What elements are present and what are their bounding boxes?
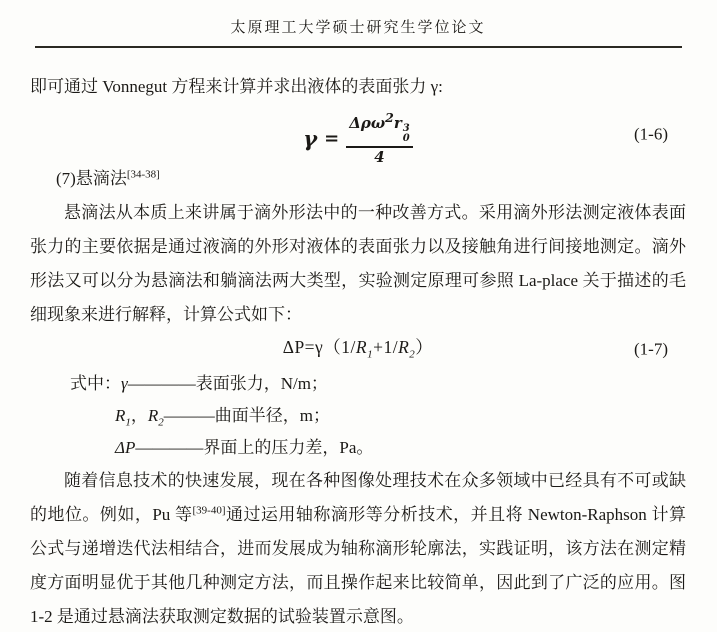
page-body	[30, 70, 686, 632]
r1-def-subscript: 1	[125, 416, 131, 429]
plus-one-over-r2: +1/	[373, 337, 399, 357]
radius-r2: R	[398, 337, 410, 357]
paragraph-imaging-lead: 随着信息技术的快速发展，现在各种图像处理技术在众多领域中已经具有不可或缺的地位。例如，Pu 等	[30, 471, 686, 524]
fraction	[346, 112, 412, 165]
radius-subsup	[403, 124, 410, 144]
intro-line	[30, 70, 686, 104]
paragraph-imaging-tail: 通过运用轴称滴形等分析技术，并且将 Newton-Raphson 计算公式与递增迭代法相结合，进而发展成为轴称滴形轮廓法，实践证明，该方法在测定精度方面明显优于其他几种测定方法，而且操作起来比较简单，因此到了广泛的应用。图 1-2 是通过悬滴法获取测定数据的试验装置示意图。	[30, 505, 686, 626]
definition-gamma	[30, 368, 686, 400]
definition-pressure	[30, 432, 686, 464]
radius-exponent: 3	[402, 123, 410, 134]
page-header-title: 太原理工大学硕士研究生学位论文	[230, 20, 486, 36]
laplace-lhs: ΔP=γ	[282, 337, 324, 357]
section-7-label: (7)悬滴法	[56, 169, 127, 188]
equals-sign: =	[324, 127, 340, 149]
radius-r2-subscript: 2	[409, 348, 416, 361]
equation-1-7	[30, 334, 686, 364]
header-rule	[35, 46, 682, 48]
section-7-heading	[30, 162, 686, 196]
gamma-symbol: γ	[303, 126, 318, 151]
equation-1-7-body	[282, 337, 434, 361]
r2-def-subscript: 2	[158, 416, 164, 429]
delta-p-symbol: ΔP	[115, 438, 136, 457]
close-paren: ）	[415, 337, 434, 357]
numerator-head: Δρω	[349, 114, 386, 132]
paragraph-imaging	[30, 464, 686, 632]
radius-symbol: r	[393, 114, 402, 132]
citation-ref-34-38: [34-38]	[126, 168, 160, 181]
r1-def-symbol: R	[115, 406, 126, 425]
radii-def-desc: 曲面半径，m；	[214, 406, 331, 425]
radius-r1-subscript: 1	[367, 348, 374, 361]
fraction-denominator: 4	[374, 148, 385, 166]
gamma-def-desc: 表面张力，N/m；	[195, 374, 328, 393]
intro-text: 即可通过 Vonnegut 方程来计算并求出液体的表面张力 γ:	[30, 77, 443, 96]
gamma-def-dash: ————	[127, 374, 196, 393]
radius-r1: R	[355, 337, 368, 357]
definition-radii	[30, 400, 686, 432]
citation-ref-39-40: [39-40]	[192, 504, 226, 517]
gamma-def-symbol: γ	[121, 374, 128, 393]
radii-comma: ，	[130, 406, 148, 425]
equation-1-6-body	[303, 112, 412, 165]
paragraph-pendant-drop	[30, 196, 686, 332]
one-over-r1: 1/	[341, 337, 356, 357]
pressure-def-desc: 界面上的压力差，Pa。	[203, 438, 374, 457]
open-paren: （	[323, 337, 342, 357]
radius-subscript: 0	[402, 133, 410, 144]
page-header	[30, 18, 686, 48]
fraction-numerator	[346, 112, 412, 148]
equation-number-1-7: (1-7)	[634, 339, 668, 359]
radii-def-dash: ———	[163, 406, 215, 425]
omega-exponent: 2	[385, 110, 394, 125]
paragraph-pendant-text: 悬滴法从本质上来讲属于滴外形法中的一种改善方式。采用滴外形法测定液体表面张力的主要依据是通过液滴的外形对液体的表面张力以及接触角进行间接地测定。滴外形法又可以分为悬滴法和躺滴法两大类型，实验测定原理可参照 La-place 关于描述的毛细现象来进行解释，计算公式如下：	[30, 203, 686, 324]
equation-1-6	[30, 110, 686, 166]
definition-prefix: 式中：	[70, 374, 121, 393]
equation-number-1-6: (1-6)	[634, 124, 668, 144]
pressure-def-dash: ————	[135, 438, 204, 457]
r2-def-symbol: R	[147, 406, 159, 425]
